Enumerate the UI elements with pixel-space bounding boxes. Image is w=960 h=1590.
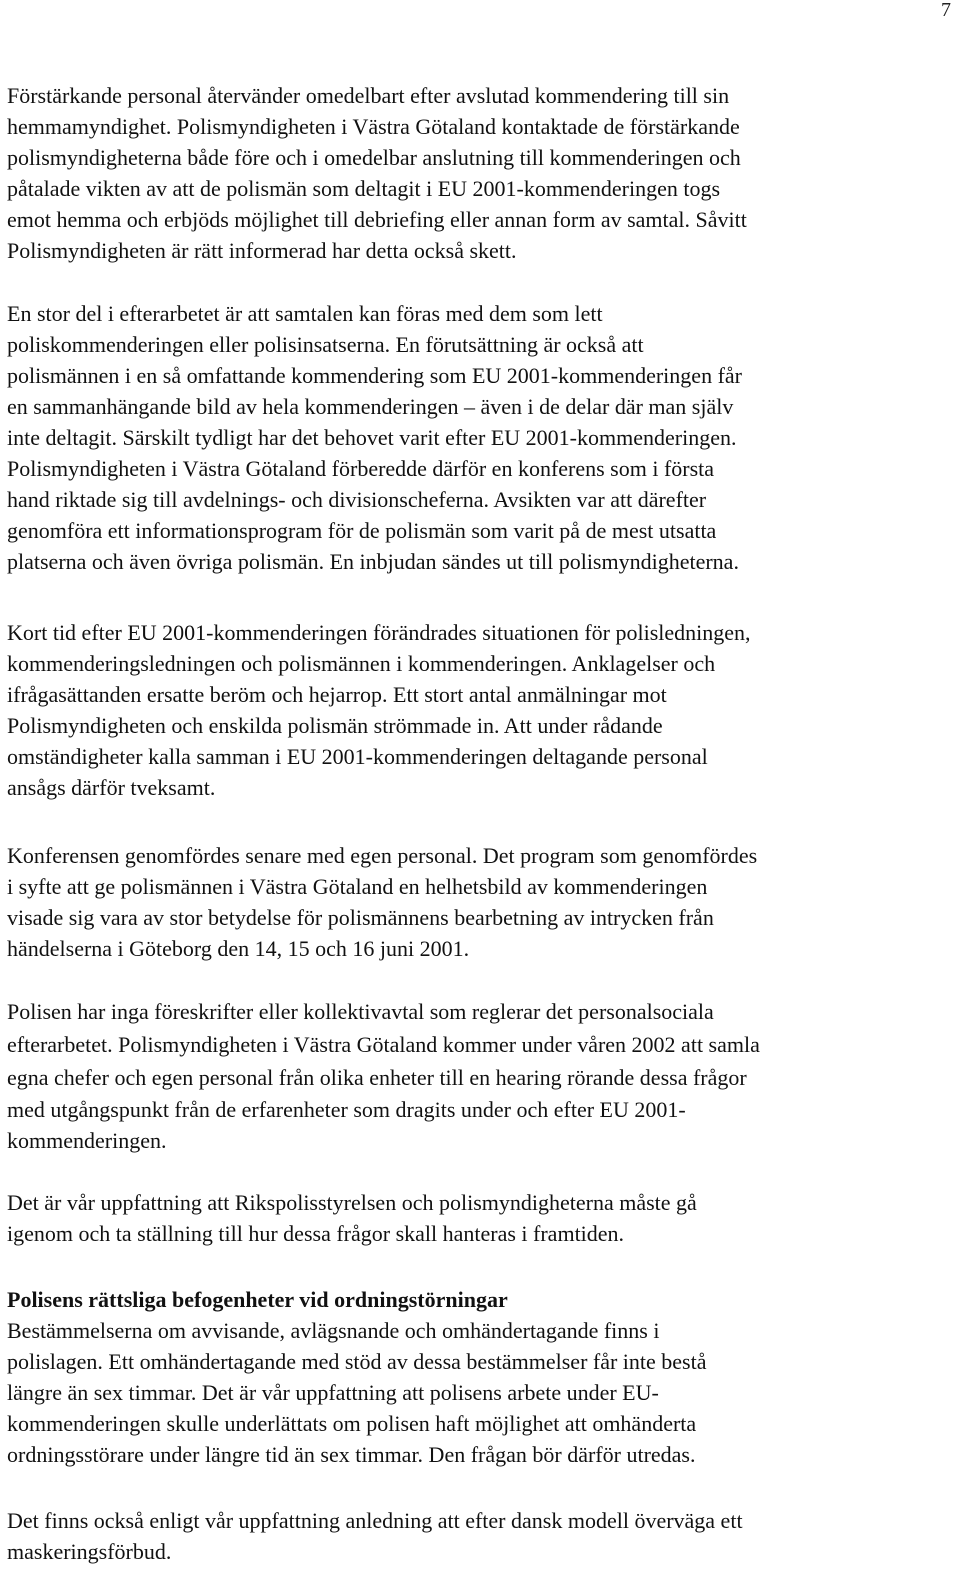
- text-line: platserna och även övriga polismän. En inbjudan sändes ut till polismyndigheterna.: [7, 549, 739, 574]
- text-line: egna chefer och egen personal från olika enheter till en hearing rörande dessa frågor: [7, 1065, 747, 1090]
- text-line: påtalade vikten av att de polismän som deltagit i EU 2001-kommenderingen togs: [7, 176, 721, 201]
- text-line: maskeringsförbud.: [7, 1539, 172, 1564]
- text-line: kommenderingsledningen och polismännen i kommenderingen. Anklagelser och: [7, 651, 716, 676]
- text-line: igenom och ta ställning till hur dessa frågor skall hanteras i framtiden.: [7, 1221, 625, 1246]
- text-line: kommenderingen.: [7, 1128, 167, 1153]
- text-line: Konferensen genomfördes senare med egen personal. Det program som genomfördes: [7, 843, 758, 868]
- text-line: polislagen. Ett omhändertagande med stöd av dessa bestämmelser får inte bestå: [7, 1349, 707, 1374]
- text-line: kommenderingen skulle underlättats om polisen haft möjlighet att omhänderta: [7, 1411, 697, 1436]
- text-line: genomföra ett informationsprogram för de polismän som varit på de mest utsatta: [7, 518, 717, 543]
- text-line: ansågs därför tveksamt.: [7, 775, 216, 800]
- text-line: inte deltagit. Särskilt tydligt har det behovet varit efter EU 2001-kommenderingen.: [7, 425, 737, 450]
- text-line: polismännen i en så omfattande kommendering som EU 2001-kommenderingen får: [7, 363, 742, 388]
- text-line: med utgångspunkt från de erfarenheter som dragits under och efter EU 2001-: [7, 1097, 686, 1122]
- text-line: i syfte att ge polismännen i Västra Götaland en helhetsbild av kommenderingen: [7, 874, 708, 899]
- text-line: Polismyndigheten är rätt informerad har detta också skett.: [7, 238, 517, 263]
- text-line: längre än sex timmar. Det är vår uppfattning att polisens arbete under EU-: [7, 1380, 659, 1405]
- text-line: händelserna i Göteborg den 14, 15 och 16 juni 2001.: [7, 936, 470, 961]
- text-line: ifrågasättanden ersatte beröm och hejarrop. Ett stort antal anmälningar mot: [7, 682, 667, 707]
- text-line: ordningsstörare under längre tid än sex timmar. Den frågan bör därför utredas.: [7, 1442, 696, 1467]
- text-line: Polismyndigheten i Västra Götaland förberedde därför en konferens som i första: [7, 456, 715, 481]
- text-line: emot hemma och erbjöds möjlighet till debriefing eller annan form av samtal. Såvitt: [7, 207, 747, 232]
- text-line: hand riktade sig till avdelnings- och divisionscheferna. Avsikten var att därefter: [7, 487, 707, 512]
- section-heading: Polisens rättsliga befogenheter vid ordningstörningar: [7, 1287, 508, 1312]
- text-line: Bestämmelserna om avvisande, avlägsnande och omhändertagande finns i: [7, 1318, 660, 1343]
- text-line: poliskommenderingen eller polisinsatserna. En förutsättning är också att: [7, 332, 644, 357]
- text-line: Kort tid efter EU 2001-kommenderingen förändrades situationen för polisledningen,: [7, 620, 751, 645]
- text-line: Det finns också enligt vår uppfattning anledning att efter dansk modell överväga ett: [7, 1508, 743, 1533]
- text-line: Polisen har inga föreskrifter eller kollektivavtal som reglerar det personalsociala: [7, 999, 714, 1024]
- text-line: Det är vår uppfattning att Rikspolisstyrelsen och polismyndigheterna måste gå: [7, 1190, 697, 1215]
- page-number: 7: [941, 0, 951, 21]
- text-line: omständigheter kalla samman i EU 2001-kommenderingen deltagande personal: [7, 744, 708, 769]
- text-line: polismyndigheterna både före och i omedelbar anslutning till kommenderingen och: [7, 145, 741, 170]
- text-line: En stor del i efterarbetet är att samtalen kan föras med dem som lett: [7, 301, 603, 326]
- text-line: en sammanhängande bild av hela kommenderingen – även i de delar där man själv: [7, 394, 734, 419]
- text-line: hemmamyndighet. Polismyndigheten i Västra Götaland kontaktade de förstärkande: [7, 114, 740, 139]
- text-line: Polismyndigheten och enskilda polismän strömmade in. Att under rådande: [7, 713, 663, 738]
- text-line: Förstärkande personal återvänder omedelbart efter avslutad kommendering till sin: [7, 83, 730, 108]
- text-line: visade sig vara av stor betydelse för polismännens bearbetning av intrycken från: [7, 905, 714, 930]
- text-line: efterarbetet. Polismyndigheten i Västra Götaland kommer under våren 2002 att samla: [7, 1032, 760, 1057]
